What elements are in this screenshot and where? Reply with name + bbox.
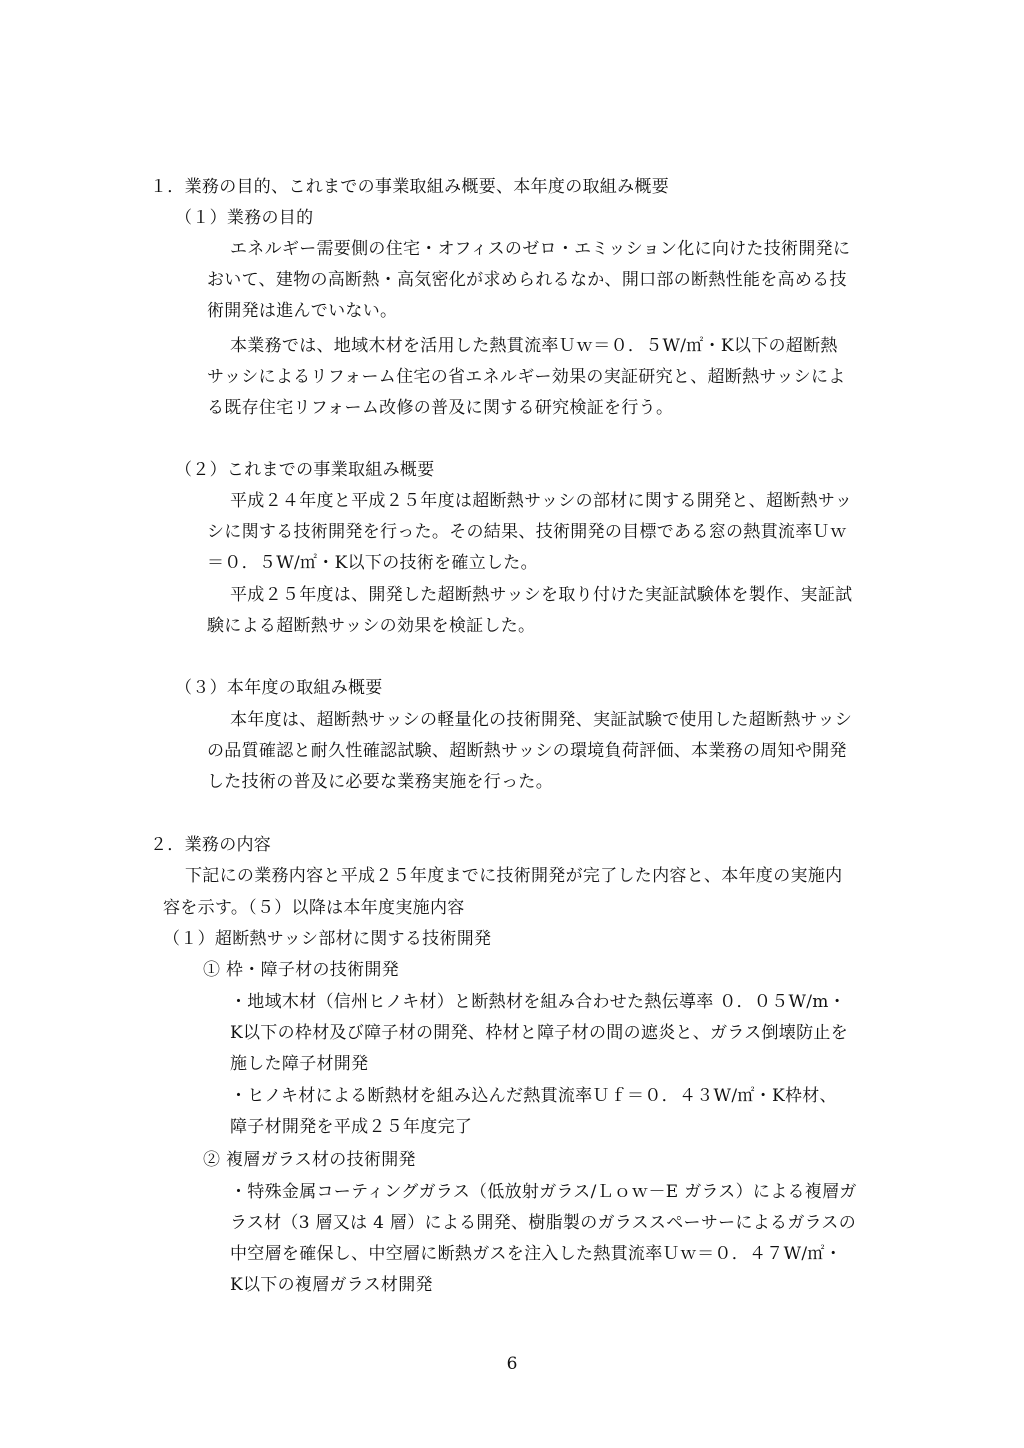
bullet-line: ラス材（3 層又は 4 層）による開発、樹脂製のガラススペーサーによるガラスの — [230, 1213, 857, 1233]
bullet-line: K以下の枠材及び障子材の開発、枠材と障子材の間の遮炎と、ガラス倒壊防止を — [230, 1023, 848, 1043]
paragraph-line: 術開発は進んでいない。 — [207, 301, 398, 321]
bullet-line: 障子材開発を平成２５年度完了 — [230, 1117, 473, 1137]
paragraph-line: 平成２４年度と平成２５年度は超断熱サッシの部材に関する開発と、超断熱サッ — [230, 491, 853, 511]
section-2-heading: ２．業務の内容 — [150, 835, 272, 855]
paragraph-line: おいて、建物の高断熱・高気密化が求められるなか、開口部の断熱性能を高める技 — [207, 270, 847, 290]
item-1-heading: ① 枠・障子材の技術開発 — [203, 960, 400, 980]
paragraph-line: る既存住宅リフォーム改修の普及に関する研究検証を行う。 — [207, 398, 674, 418]
paragraph-line: エネルギー需要側の住宅・オフィスのゼロ・エミッション化に向けた技術開発に — [230, 239, 851, 259]
paragraph-line: ＝０．５W/㎡・K以下の技術を確立した。 — [207, 553, 538, 573]
subsection-1-2-heading: （２）これまでの事業取組み概要 — [175, 460, 435, 480]
page-number: 6 — [506, 1354, 518, 1374]
bullet-line: 中空層を確保し、中空層に断熱ガスを注入した熱貫流率Ｕｗ＝０．４７W/㎡・ — [230, 1244, 842, 1264]
bullet-line: K以下の複層ガラス材開発 — [230, 1275, 433, 1295]
paragraph-line: シに関する技術開発を行った。その結果、技術開発の目標である窓の熱貫流率Ｕｗ — [207, 522, 848, 542]
paragraph-line: サッシによるリフォーム住宅の省エネルギー効果の実証研究と、超断熱サッシによ — [207, 367, 846, 387]
paragraph-line: 平成２５年度は、開発した超断熱サッシを取り付けた実証試験体を製作、実証試 — [230, 585, 853, 605]
paragraph-line: 本年度は、超断熱サッシの軽量化の技術開発、実証試験で使用した超断熱サッシ — [230, 710, 853, 730]
subsection-1-3-heading: （３）本年度の取組み概要 — [175, 678, 383, 698]
paragraph-line: した技術の普及に必要な業務実施を行った。 — [207, 772, 553, 792]
subsection-1-1-heading: （１）業務の目的 — [175, 208, 314, 228]
bullet-line: 施した障子材開発 — [230, 1054, 369, 1074]
paragraph-line: 容を示す。（５）以降は本年度実施内容 — [163, 898, 465, 918]
paragraph-line: 本業務では、地域木材を活用した熱貫流率Ｕｗ＝０．５W/㎡・K以下の超断熱 — [230, 336, 838, 356]
bullet-line: ・特殊金属コーティングガラス（低放射ガラス/Ｌｏｗ－E ガラス）による複層ガ — [230, 1182, 857, 1202]
paragraph-line: 下記にの業務内容と平成２５年度までに技術開発が完了した内容と、本年度の実施内 — [185, 866, 843, 886]
section-1-heading: １．業務の目的、これまでの事業取組み概要、本年度の取組み概要 — [150, 177, 669, 197]
paragraph-line: の品質確認と耐久性確認試験、超断熱サッシの環境負荷評価、本業務の周知や開発 — [207, 741, 847, 761]
paragraph-line: 験による超断熱サッシの効果を検証した。 — [207, 616, 536, 636]
bullet-line: ・地域木材（信州ヒノキ材）と断熱材を組み合わせた熱伝導率 ０．０５W/m・ — [230, 992, 846, 1012]
subsection-2-1-heading: （１）超断熱サッシ部材に関する技術開発 — [163, 929, 492, 949]
item-2-heading: ② 複層ガラス材の技術開発 — [203, 1150, 416, 1170]
bullet-line: ・ヒノキ材による断熱材を組み込んだ熱貫流率Ｕｆ＝０．４３W/㎡・K枠材、 — [230, 1086, 837, 1106]
